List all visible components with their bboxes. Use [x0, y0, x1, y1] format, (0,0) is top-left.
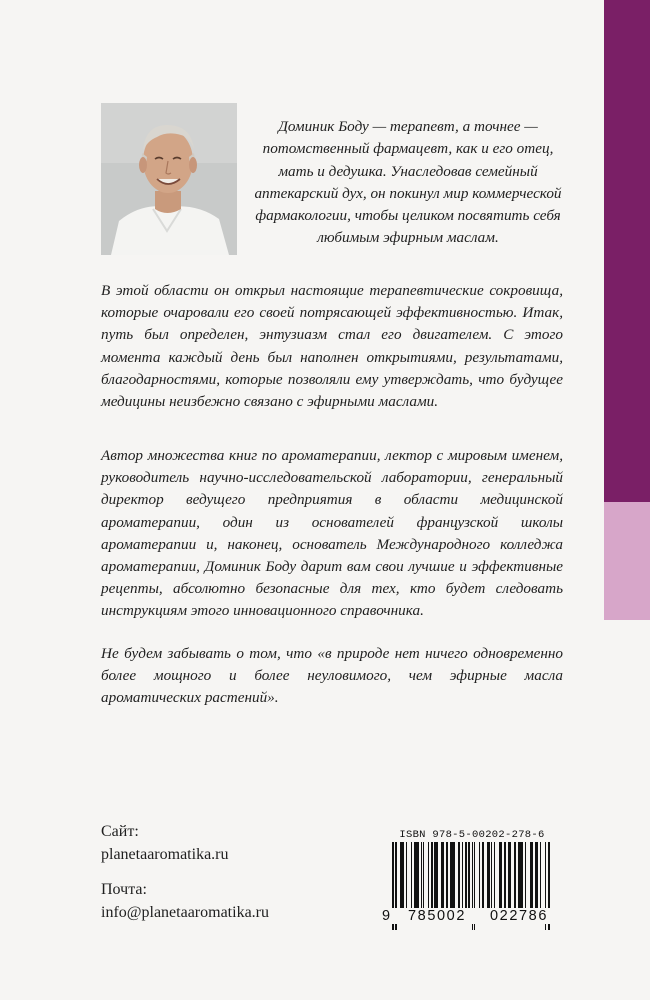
barcode-block: [382, 828, 562, 936]
barcode-digit-group-1: 785002: [408, 908, 466, 924]
site-link[interactable]: planetaaromatika.ru: [101, 846, 229, 863]
accent-stripe-dark: [604, 0, 650, 502]
email-label: Почта:: [101, 881, 147, 898]
barcode-digit-first: 9: [382, 908, 392, 924]
email-link[interactable]: info@planetaaromatika.ru: [101, 904, 269, 921]
author-portrait-icon: [101, 103, 237, 255]
author-intro: Доминик Боду — терапевт, а точнее — потомственный фармацевт, как и его отец, мать и дедушка. Унаследовав семейный аптекарский дух, он покинул мир коммерческой фармакологии, чтобы целиком посвятить себя любимым эфирным маслам.: [254, 118, 562, 247]
paragraph-discovery: В этой области он открыл настоящие терапевтические сокровища, которые очаровали его своей потрясающей эффективностью. Итак, путь был определен, энтузиазм стал его двигателем. С этого момента каждый день был наполнен открытиями, результатами, благодарностями, которые позволяли ему утверждать, что будущее медицины неизбежно связано с эфирными маслами.: [101, 282, 563, 411]
author-photo: [101, 103, 237, 255]
site-label: Сайт:: [101, 823, 139, 840]
barcode-digits: [382, 908, 562, 924]
barcode-digit-group-2: 022786: [490, 908, 548, 924]
contacts-block: [101, 820, 381, 924]
paragraph-quote: Не будем забывать о том, что «в природе нет ничего одновременно более мощного и более неуловимого, чем эфирные масла ароматических растений».: [101, 645, 563, 707]
isbn-text: ISBN 978-5-00202-278-6: [399, 829, 545, 841]
paragraph-credentials: Автор множества книг по ароматерапии, лектор с мировым именем, руководитель научно-исследовательской лаборатории, генеральный директор ведущего предприятия в области медицинской ароматерапии, один из основателей французской школы ароматерапии и, наконец, основатель Международного колледжа ароматерапии, Доминик Боду дарит вам свои лучшие и эффективные рецепты, абсолютно безопасные для тех, кто будет следовать инструкциям этого инновационного справочника.: [101, 447, 563, 620]
accent-stripe-light: [604, 502, 650, 620]
